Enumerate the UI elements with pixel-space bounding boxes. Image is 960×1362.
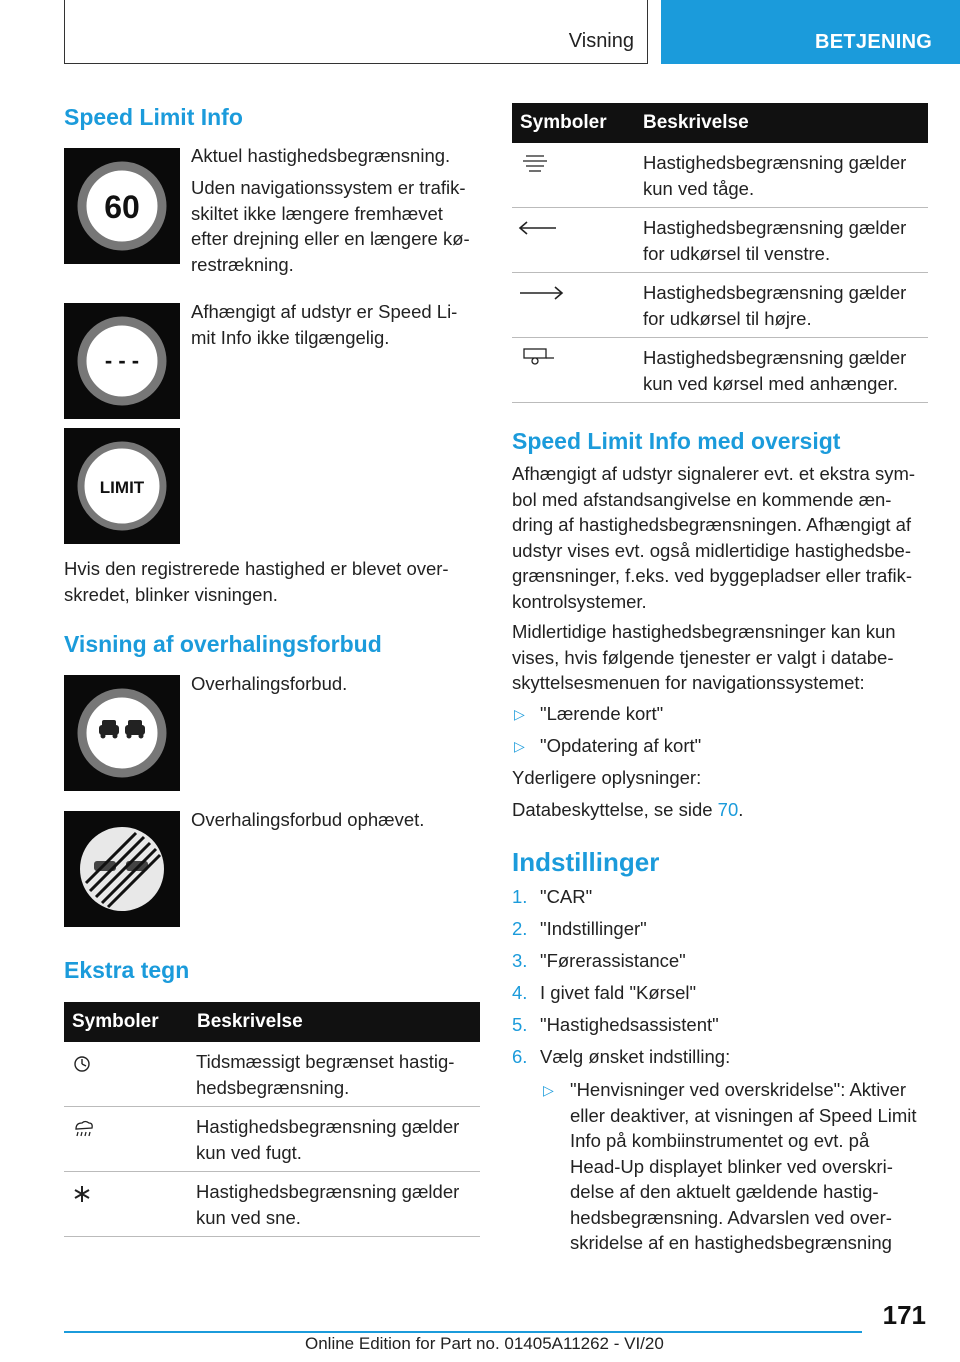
text-availability (191, 299, 457, 350)
text-line: Midlertidige hastighedsbegrænsninger kan kun (512, 621, 896, 642)
header-frame (64, 0, 648, 64)
clock-icon (70, 1054, 110, 1074)
text-line: Afhængigt af udstyr signalerer evt. et ekstra sym- (512, 463, 916, 484)
step-number: 4. (512, 982, 528, 1003)
sign-dashes-text: - - - (104, 348, 140, 373)
text-line: kun ved sne. (196, 1206, 301, 1228)
text-line: for udkørsel til venstre. (643, 242, 831, 264)
header-chapter-tab (661, 0, 960, 64)
heading-extra-signs: Ekstra tegn (64, 957, 190, 983)
text-line: skridelse af en hastighedsbegrænsning (570, 1232, 892, 1253)
sign-60-image (64, 148, 180, 264)
text-actual-limit: Aktuel hastighedsbegrænsning. (191, 145, 451, 166)
step-text: Vælg ønsket indstilling: (540, 1046, 731, 1067)
row-description (643, 215, 906, 266)
text-overtaking: Overhalingsforbud. (191, 673, 348, 694)
sign-unknown-limit-image (64, 303, 180, 419)
snowflake-icon (70, 1184, 110, 1204)
table-row (64, 1107, 480, 1172)
table-row (512, 338, 928, 403)
text-line: mit Info ikke tilgængelig. (191, 326, 390, 348)
trailer-icon (518, 346, 558, 366)
text-line: kun ved fugt. (196, 1141, 302, 1163)
sign-end-no-overtaking-image (64, 811, 180, 927)
text-line: skyttelsesmenuen for navigationssystemet: (512, 672, 865, 693)
text-line: grænsninger, f.eks. ved byggepladser eller trafik- (512, 565, 913, 586)
text-line: Head-Up displayet blinker ved overskri- (570, 1155, 893, 1177)
list-item: "Opdatering af kort" (540, 735, 702, 756)
sign-limit-image (64, 428, 180, 544)
fog-icon (518, 153, 558, 173)
header-section-title: Visning (568, 30, 634, 52)
step-text: "Førerassistance" (540, 950, 686, 971)
arrow-right-icon (518, 283, 566, 303)
step-number: 6. (512, 1046, 528, 1067)
text-line: restrækning. (191, 253, 294, 275)
step-number: 1. (512, 886, 528, 907)
triangle-bullet-icon: ▷ (514, 738, 525, 754)
sign-no-overtaking-image (64, 675, 180, 791)
rain-icon (70, 1119, 110, 1139)
text-line: Hastighedsbegrænsning gælder (643, 282, 907, 303)
text-line: delse af den aktuelt gældende hastig- (570, 1181, 879, 1202)
text-line: Hastighedsbegrænsning gælder (196, 1116, 460, 1137)
text-line: skiltet ikke længere fremhævet (191, 202, 443, 224)
heading-speed-limit-info: Speed Limit Info (64, 104, 243, 130)
table-row (512, 208, 928, 273)
step-text: "CAR" (540, 886, 593, 907)
text-exceeded (64, 556, 449, 607)
triangle-bullet-icon: ▷ (543, 1082, 554, 1098)
text-temporary-limits (512, 619, 896, 696)
text-line: Uden navigationssystem er trafik- (191, 177, 466, 198)
text-line: eller deaktiver, at visningen af Speed Limit (570, 1104, 917, 1126)
text-overview (512, 461, 915, 614)
text-line: Hvis den registrerede hastighed er blevet over- (64, 558, 449, 579)
text-nav-paragraph (191, 175, 470, 277)
text-line: udstyr vises evt. også midlertidige hastighedsbe- (512, 539, 911, 561)
step-number: 2. (512, 918, 528, 939)
row-description (196, 1179, 459, 1230)
step-text: "Hastighedsassistent" (540, 1014, 719, 1035)
sub-list-item (570, 1077, 917, 1256)
text-line: dring af hastighedsbegrænsningen. Afhængigt af (512, 514, 912, 535)
page-link-70[interactable]: 70 (717, 799, 739, 820)
sign-60-text: 60 (104, 189, 140, 225)
heading-overtaking: Visning af overhalingsforbud (64, 631, 382, 657)
col-description: Beskrivelse (197, 1011, 303, 1032)
heading-settings: Indstillinger (512, 847, 660, 877)
text-line: kun ved kørsel med anhænger. (643, 372, 899, 394)
text-line: vises, hvis følgende tjenester er valgt i databe- (512, 646, 894, 668)
page-number: 171 (882, 1300, 926, 1330)
row-description (643, 150, 906, 201)
footer-divider (64, 1331, 862, 1333)
text-line: hedsbegrænsning. (196, 1076, 350, 1098)
heading-overview: Speed Limit Info med oversigt (512, 428, 841, 454)
text-line: kontrolsystemer. (512, 590, 647, 612)
text-line: for udkørsel til højre. (643, 307, 812, 329)
row-description (643, 280, 906, 331)
text-line: bol med afstandsangivelse en kommende æn- (512, 488, 892, 510)
text-line: Tidsmæssigt begrænset hastig- (196, 1051, 455, 1072)
table-row (512, 143, 928, 208)
table-row (512, 273, 928, 338)
text-line: hedsbegrænsning. Advarslen ved over- (570, 1206, 892, 1228)
text-overtaking-ended: Overhalingsforbud ophævet. (191, 809, 425, 830)
col-symbols: Symboler (72, 1011, 159, 1032)
arrow-left-icon (516, 218, 556, 238)
table-row (64, 1042, 480, 1107)
text-line: Hastighedsbegrænsning gælder (196, 1181, 460, 1202)
text-line: Hastighedsbegrænsning gælder (643, 347, 907, 368)
text-line: Hastighedsbegrænsning gælder (643, 152, 907, 173)
text-line: Afhængigt af udstyr er Speed Li- (191, 301, 458, 322)
row-description (196, 1049, 454, 1100)
extra-table-header (64, 1002, 480, 1042)
col-symbols: Symboler (520, 112, 607, 133)
right-table-header (512, 103, 928, 143)
step-number: 5. (512, 1014, 528, 1035)
header-chapter-label: BETJENING (815, 31, 933, 53)
table-row (64, 1172, 480, 1237)
list-item: "Lærende kort" (540, 703, 664, 724)
privacy-period: . (738, 799, 744, 820)
sign-limit-text: LIMIT (99, 478, 145, 497)
row-description (196, 1114, 459, 1165)
text-line: kun ved tåge. (643, 177, 755, 199)
step-text: I givet fald "Kørsel" (540, 982, 697, 1003)
text-line: Info på kombiinstrumentet og evt. på (570, 1130, 870, 1151)
text-line: efter drejning eller en længere kø- (191, 228, 470, 249)
footer-edition: Online Edition for Part no. 01405A11262 - VI/20 (305, 1334, 664, 1353)
step-text: "Indstillinger" (540, 918, 647, 939)
row-description (643, 345, 906, 396)
text-line: "Henvisninger ved overskridelse": Aktiver (570, 1079, 906, 1100)
text-more-info: Yderligere oplysninger: (512, 767, 702, 788)
triangle-bullet-icon: ▷ (514, 706, 525, 722)
text-line: skredet, blinker visningen. (64, 583, 278, 605)
step-number: 3. (512, 950, 528, 971)
text-line: Hastighedsbegrænsning gælder (643, 217, 907, 238)
privacy-label: Databeskyttelse, se side (512, 799, 718, 820)
text-privacy-ref (512, 797, 743, 823)
col-description: Beskrivelse (643, 112, 749, 133)
